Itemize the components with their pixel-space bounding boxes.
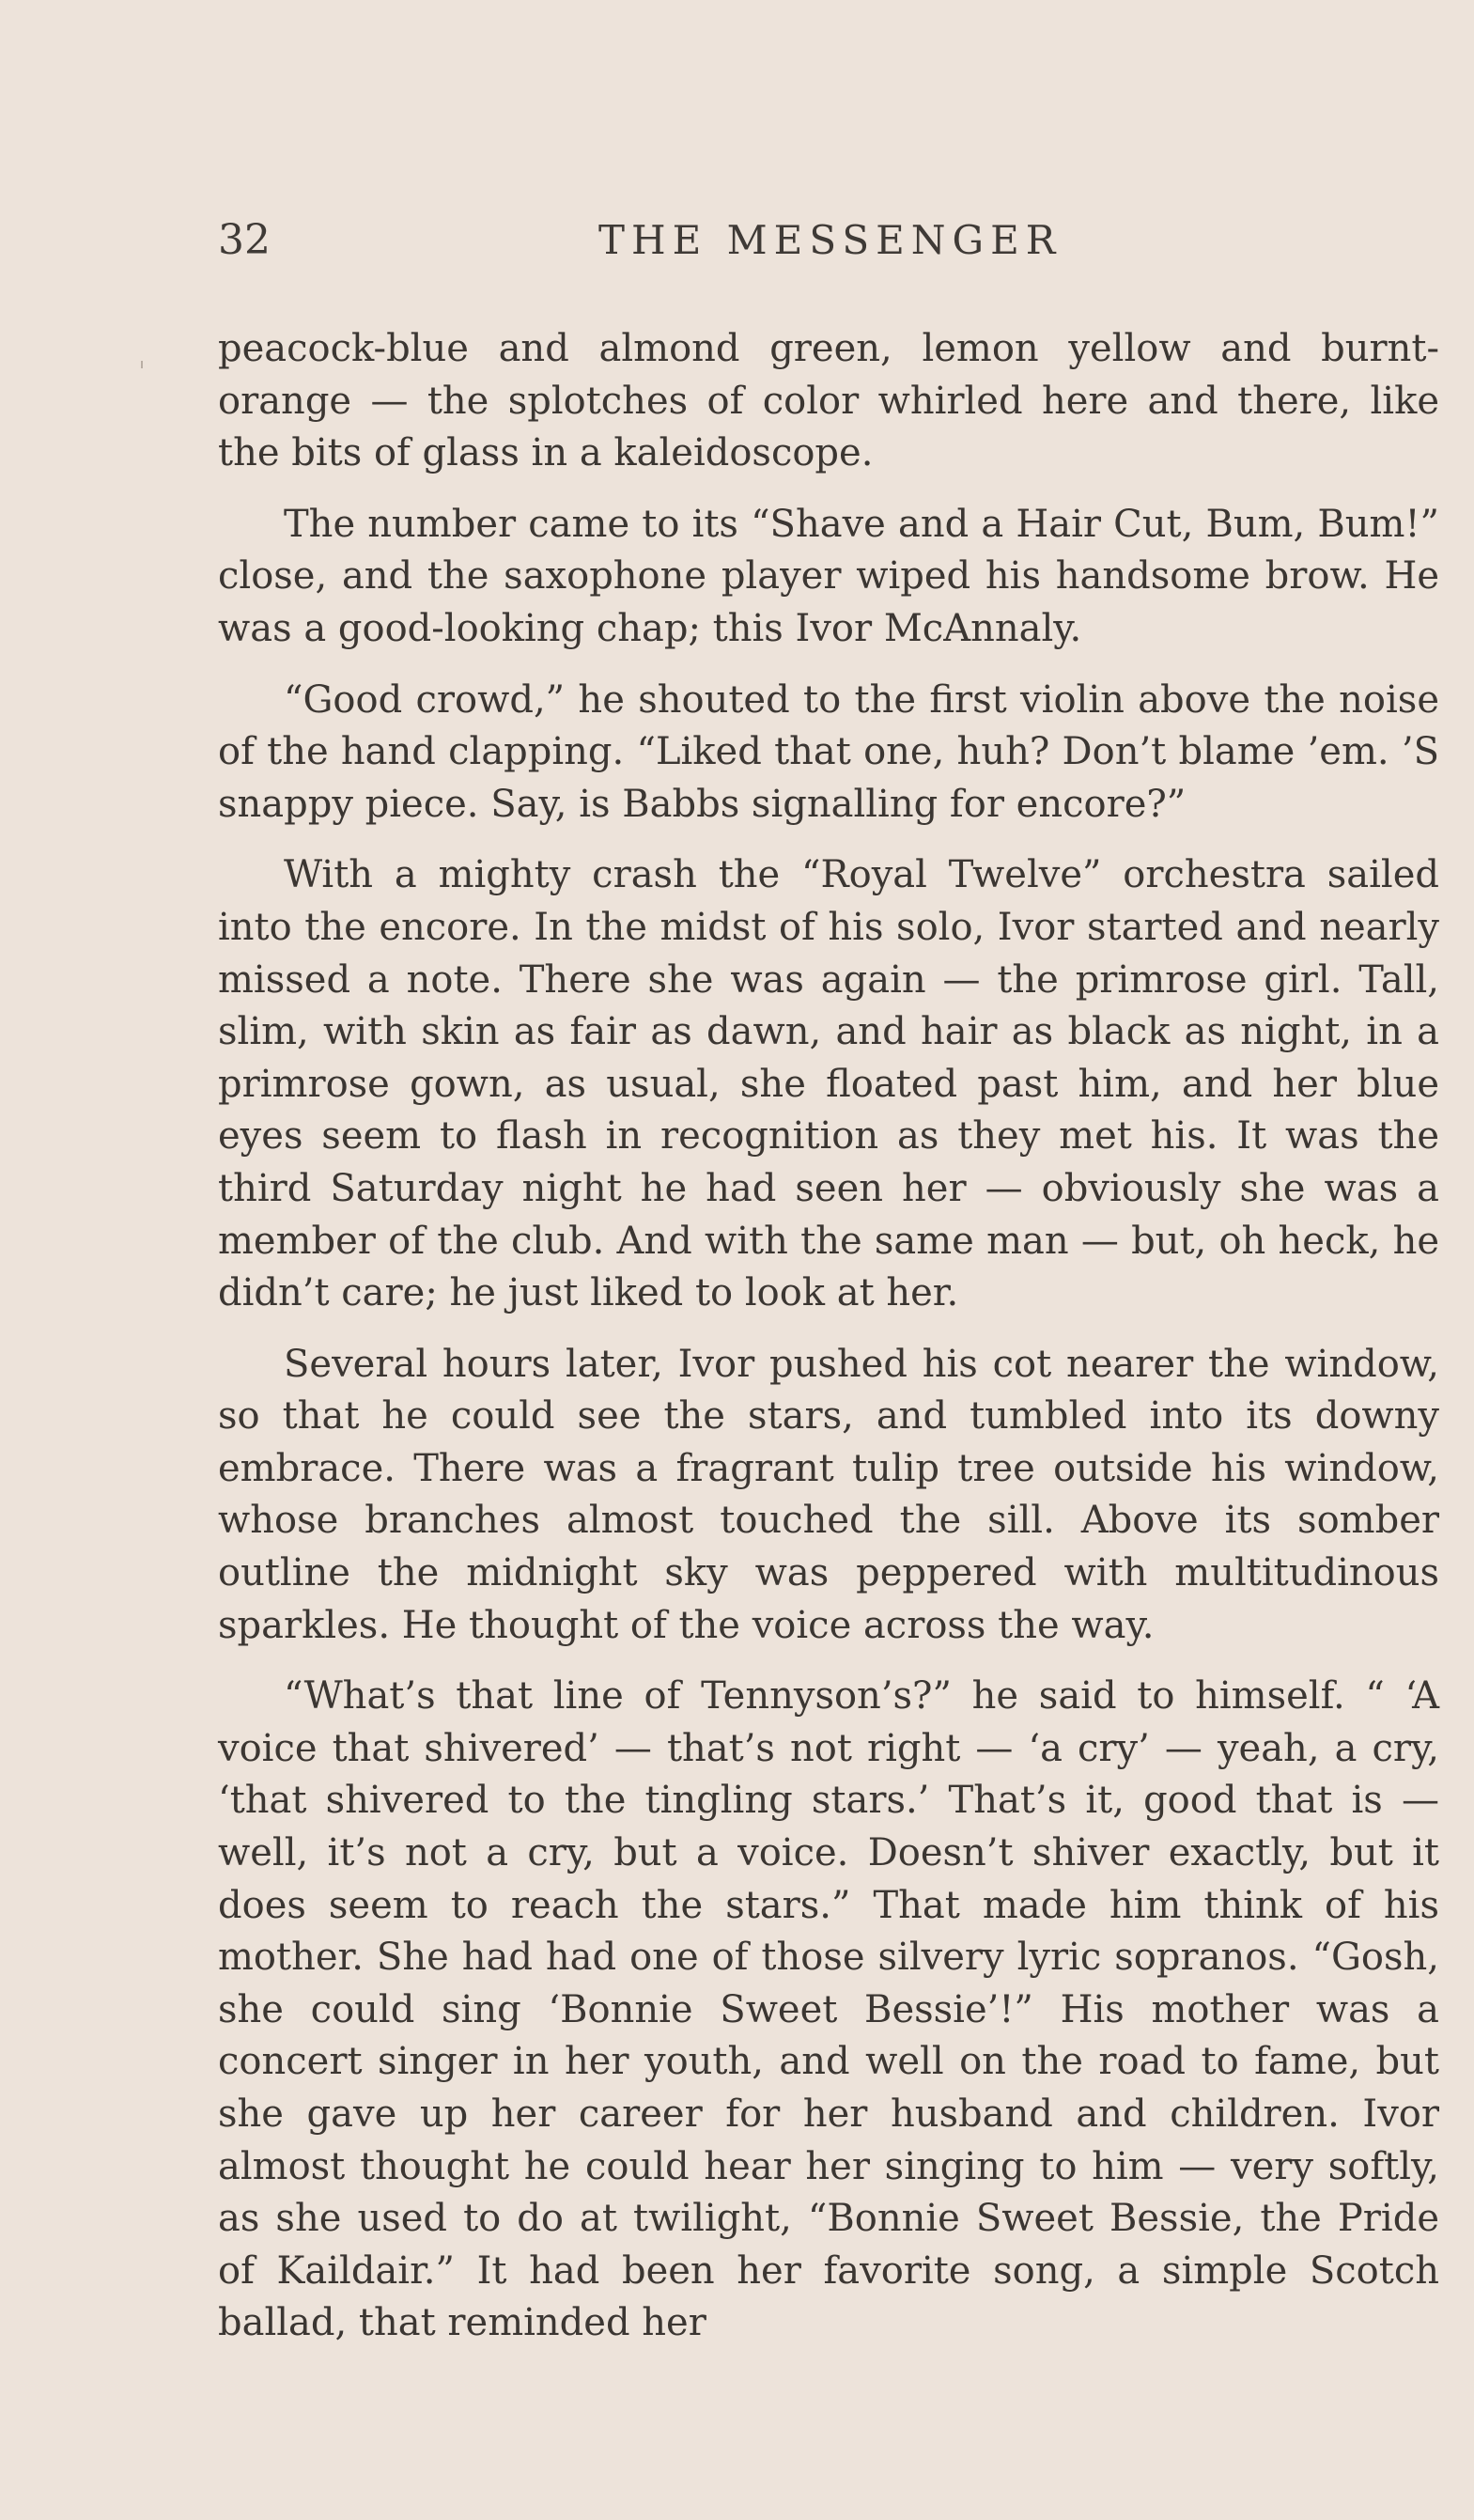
paragraph: Several hours later, Ivor pushed his cot nearer the window, so that he could see the stars, and tumbled into its downy embrace. There was a fragrant tulip tree outside his window, whose branches almost touched the sill. Above its somber outline the midnight sky was peppered with multitudinous sparkles. He thought of the voice across the way. <box>218 1342 1439 1647</box>
body-text <box>218 323 1439 2369</box>
paragraph: “What’s that line of Tennyson’s?” he said to himself. “ ‘A voice that shivered’ — that’s not right — ‘a cry’ — yeah, a cry, ‘that shivered to the tingling stars.’ That’s it, good that is — well, it’s not a cry, but a voice. Doesn’t shiver exactly, but it does seem to reach the stars.” That made him think of his mother. She had had one of those silvery lyric sopranos. “Gosh, she could sing ‘Bonnie Sweet Bessie’!” His mother was a concert singer in her youth, and well on the road to fame, but she gave up her career for her husband and children. Ivor almost thought he could hear her singing to him — very softly, as she used to do at twilight, “Bonnie Sweet Bessie, the Pride of Kaildair.” It had been her favorite song, a simple Scotch ballad, that reminded her <box>218 1674 1439 2345</box>
paragraph-continued: peacock-blue and almond green, lemon yellow and burnt-orange — the splotches of color whirled here and there, like the bits of glass in a kaleidoscope. <box>218 327 1439 475</box>
paper-speck <box>141 361 143 368</box>
paragraph: The number came to its “Shave and a Hair Cut, Bum, Bum!” close, and the saxophone player wiped his handsome brow. He was a good-looking chap; this Ivor McAnnaly. <box>218 502 1439 650</box>
paragraph: “Good crowd,” he shouted to the first violin above the noise of the hand clapping. “Liked that one, huh? Don’t blame ’em. ’S snappy piece. Say, is Babbs signalling for encore?” <box>218 677 1439 826</box>
paragraph: With a mighty crash the “Royal Twelve” orchestra sailed into the encore. In the midst of his solo, Ivor started and nearly missed a note. There she was again — the primrose girl. Tall, slim, with skin as fair as dawn, and hair as black as night, in a primrose gown, as usual, she floated past him, and her blue eyes seem to flash in recognition as they met his. It was the third Saturday night he had seen her — obviously she was a member of the club. And with the same man — but, oh heck, he didn’t care; he just liked to look at her. <box>218 853 1439 1315</box>
page-header <box>218 212 1439 269</box>
running-head: THE MESSENGER <box>598 217 1063 263</box>
page-number: 32 <box>218 216 271 264</box>
